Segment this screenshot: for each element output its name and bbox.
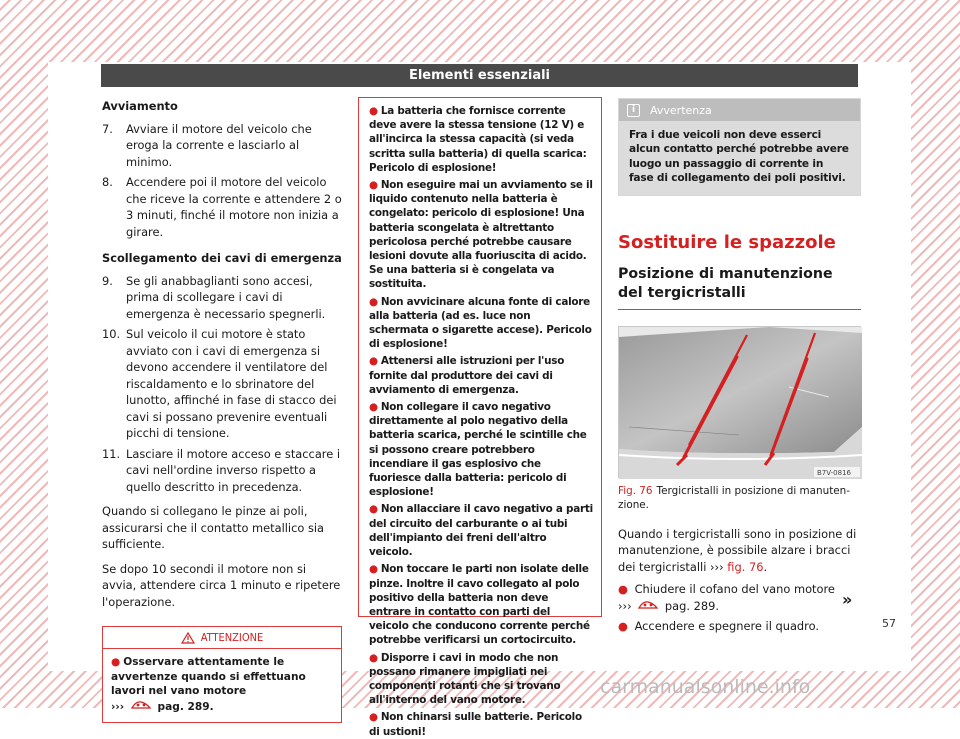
section-title: Sostituire le spazzole	[618, 231, 836, 253]
page-header: Elementi essenziali	[101, 64, 858, 87]
step-item	[102, 121, 342, 171]
page-link[interactable]: pag. 289	[664, 598, 716, 613]
warning-item-text: Non allacciare il cavo negativo a parti del circuito del carburante o ai tubi dell'impianto dei freni dell'altro veicolo.	[369, 503, 593, 559]
section-title-avviamento: Avviamento	[102, 99, 178, 113]
engine-compartment-icon	[130, 699, 152, 711]
caption-text: Tergicristalli in posizione di manutenzione.	[618, 484, 851, 511]
bullet-icon: ●	[369, 295, 378, 308]
step-number: 8.	[102, 175, 113, 189]
figure-label: Fig. 76	[618, 484, 653, 497]
bullet-icon: ●	[618, 582, 628, 597]
column-right	[618, 98, 861, 635]
paragraph-contatto: Quando si collegano le pinze ai poli, assicurarsi che il contatto metallico sia sufficiente.	[102, 504, 325, 551]
bullet-icon: ●	[369, 711, 378, 724]
bullet-icon: ●	[369, 179, 378, 192]
subsection-title: Posizione di manutenzione del tergicristalli	[618, 265, 861, 310]
warning-item	[369, 400, 593, 499]
figure-code: B7V-0816	[817, 468, 851, 477]
warning-text: Osservare attentamente le avvertenze quando si effettuano lavori nel vano motore	[111, 656, 306, 698]
warning-item-text: Non toccare le parti non isolate delle pinze. Inoltre il cavo collegato al polo positivo della batteria non deve entrare in contatto con parti del veicolo che conducono corrente perché potrebbe verificarsi un cortocircuito.	[369, 563, 590, 647]
bullet-icon: ●	[369, 503, 378, 516]
bullet-icon: ●	[369, 401, 378, 414]
warning-triangle-icon	[181, 632, 195, 644]
note-header	[619, 99, 860, 121]
warning-box	[102, 626, 342, 723]
watermark: carmanualsonline.info	[600, 676, 811, 698]
page-number: 57	[882, 617, 896, 630]
step-item	[102, 446, 342, 496]
paragraph-ripetere: Se dopo 10 secondi il motore non si avvia, attendere circa 1 minuto e ripetere l'operazione.	[102, 561, 341, 609]
note-title: Avvertenza	[650, 103, 712, 117]
bullet-text: Accendere e spegnere il quadro.	[634, 619, 819, 634]
bullet-icon: ●	[369, 355, 378, 368]
bullet-icon: ●	[618, 619, 628, 634]
wiper-illustration	[619, 327, 862, 479]
step-number: 11.	[102, 446, 121, 461]
step-item	[102, 273, 342, 323]
step-text: Accendere poi il motore del veicolo che riceve la corrente e attendere 2 o 3 minuti, finché il motore non inizia a girare.	[126, 175, 342, 239]
warning-continuation-box	[358, 97, 602, 738]
warning-item	[369, 178, 593, 292]
figure-caption	[618, 484, 861, 512]
warning-item	[369, 562, 593, 647]
step-number: 10.	[102, 327, 121, 341]
step-item	[102, 326, 342, 442]
warning-item	[369, 295, 593, 352]
steps-list-1	[102, 121, 342, 241]
warning-item-text: Attenersi alle istruzioni per l'uso fornite dal produttore dei cavi di avviamento di emergenza.	[369, 355, 565, 396]
bullet-text: Chiudere il cofano del vano motore	[634, 582, 835, 597]
ref-arrows: ›››	[618, 598, 632, 613]
info-icon: i	[627, 104, 640, 117]
warning-header	[103, 627, 341, 649]
warning-item-text: La batteria che fornisce corrente deve avere la stessa tensione (12 V) e all'incirca la stessa capacità (si veda scritta sulla batteria) di quella scarica: Pericolo di esplosione!	[369, 105, 587, 174]
step-number: 9.	[102, 273, 113, 288]
bullet-icon: ●	[369, 563, 378, 576]
bullet-icon: ●	[369, 651, 378, 664]
warning-item-text: Non collegare il cavo negativo direttamente al polo negativo della batteria scarica, perché le scintille che si possono creare potrebbero incendiare il gas esplosivo che fuoriesce dalla batteria: pericolo di esplosione!	[369, 401, 587, 499]
step-text: Se gli anabbaglianti sono accesi, prima di scollegare i cavi di emergenza è necessario spegnerli.	[126, 273, 326, 321]
step-text: Avviare il motore del veicolo che eroga la corrente e lasciarlo al minimo.	[126, 121, 312, 169]
warning-page-ref[interactable]: pag. 289.	[157, 700, 214, 713]
warning-item	[369, 710, 593, 738]
warning-item	[369, 502, 593, 559]
figure-wipers	[618, 326, 861, 478]
warning-title: ATTENZIONE	[200, 631, 264, 644]
warning-item-text: Non avvicinare alcuna fonte di calore alla batteria (ad es. luce non schermata o sigarette accese). Pericolo di esplosione!	[369, 295, 592, 351]
figure-link[interactable]: fig. 76	[727, 559, 764, 574]
note-box	[618, 98, 861, 196]
warning-arrows: ›››	[111, 700, 125, 713]
bullet-icon: ●	[111, 656, 121, 668]
bullet-end: .	[715, 598, 719, 613]
warning-item-text: Non eseguire mai un avviamento se il liquido contenuto nella batteria è congelato: pericolo di esplosione! Una batteria scongelata è altrettanto pericolosa perché potrebbe causare lesioni dovute alla fuoriuscita di acido. Se una batteria si è congelata va sostituita.	[369, 179, 593, 291]
body-end: .	[763, 559, 768, 574]
warning-body	[103, 649, 341, 722]
engine-compartment-icon	[637, 599, 659, 611]
warning-item	[369, 104, 593, 175]
steps-list-2	[102, 273, 342, 496]
bullet-icon: ●	[369, 105, 378, 117]
body-text: Quando i tergicristalli sono in posizione di manutenzione, è possibile alzare i bracci dei tergicristalli	[618, 526, 857, 574]
bullet-item	[618, 618, 861, 635]
warning-item-text: Non chinarsi sulle batterie. Pericolo di ustioni!	[369, 711, 582, 738]
continue-arrow: »	[842, 590, 853, 609]
warning-item	[369, 354, 593, 397]
ref-arrows: ›››	[710, 559, 724, 574]
step-item	[102, 174, 342, 240]
warning-item	[369, 651, 593, 708]
column-left	[102, 98, 342, 723]
section-title-scollegamento: Scollegamento dei cavi di emergenza	[102, 251, 342, 265]
step-text: Sul veicolo il cui motore è stato avviato con i cavi di emergenza si devono accendere il ventilatore del riscaldamento e lo sbrinatore del lunotto, affinché in fase di stacco dei cavi si possano prevenire eventuali picchi di tensione.	[126, 327, 337, 440]
step-text: Lasciare il motore acceso e staccare i cavi nell'ordine inverso rispetto a quello descritto in precedenza.	[126, 446, 341, 494]
bullet-item	[618, 581, 861, 614]
step-number: 7.	[102, 121, 113, 136]
note-text: Fra i due veicoli non deve esserci alcun contatto perché potrebbe avere luogo un passaggio di corrente in fase di collegamento dei poli positivi.	[629, 129, 849, 185]
warning-item-text: Disporre i cavi in modo che non possano rimanere impigliati nei componenti rotanti che si trovano all'interno del vano motore.	[369, 651, 561, 707]
body-paragraph	[618, 526, 861, 576]
